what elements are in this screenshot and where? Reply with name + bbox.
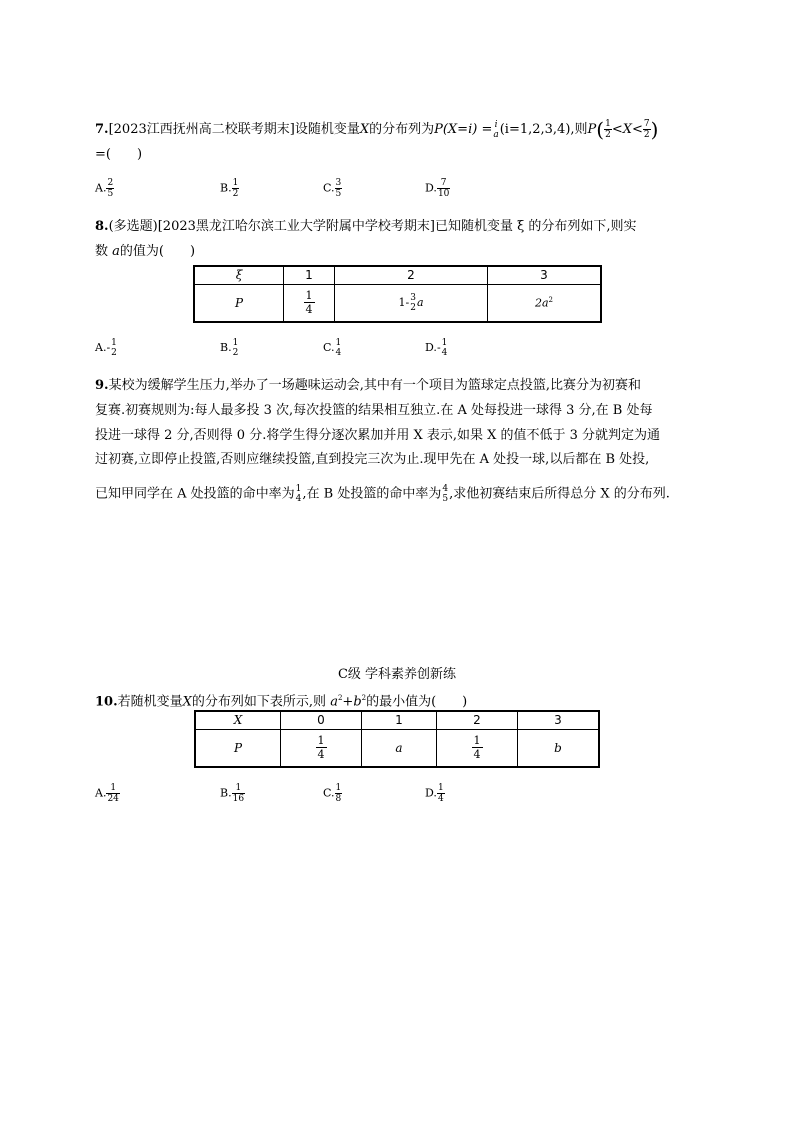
q10-cell-2: $\frac{1}{4}$: [437, 729, 518, 767]
q10-cell-3: b: [518, 729, 600, 767]
q8-option-c[interactable]: C. 1 4: [323, 338, 342, 358]
q7-prob-frac1: $\frac{1}{2}$: [605, 119, 611, 140]
q9-line4: 过初赛,立即停止投篮,否则应继续投篮,直到投完三次为止.现甲先在 A 处投一球,以后都在 B 处投,: [95, 452, 650, 467]
q8-option-d[interactable]: D.- 1 4: [425, 338, 448, 358]
q10-cell-1: a: [362, 729, 437, 767]
q7-prob-frac2: $\frac{7}{2}$: [643, 119, 650, 140]
q10-option-a[interactable]: A. $\frac{1}{24}$: [95, 783, 119, 804]
q10-table-prob-row: [195, 729, 599, 767]
q8-stem-text: (多选题)[2023黑龙江哈尔滨工业大学附属中学校考期末]已知随机变量 ξ 的分布列如下,则实: [108, 219, 637, 234]
q7-var: X: [359, 122, 370, 137]
q7-stem-line1: 7.[2023江西抚州高二校联考期末]设随机变量X的分布列为P(X=i) = i a (i=1,2,3,4),则P( $\frac{1}{2}$ <X< $\frac{7}{2}$ ): [95, 117, 659, 142]
q9-line3: 投进一球得 2 分,否则得 0 分.将学生得分逐次累加并用 X 表示,如果 X 的值不低于 3 分就判定为通: [95, 428, 661, 443]
q7-source: [2023江西抚州高二校联考期末]: [108, 122, 295, 137]
q7-number: 7.: [95, 122, 109, 137]
q8-header-xi: ξ: [194, 266, 284, 284]
q10-header-2: 2: [437, 711, 518, 729]
q8-row-label: P: [194, 284, 284, 322]
q10-cell-0: $\frac{1}{4}$: [281, 729, 362, 767]
q8-option-b[interactable]: B. 1 2: [220, 338, 239, 358]
q8-number: 8.: [95, 219, 109, 234]
q8-cell-3: $2a^2$: [488, 284, 602, 322]
q10-option-d[interactable]: D. $\frac{1}{4}$: [425, 783, 444, 804]
q7-option-c[interactable]: C. $\frac{3}{5}$: [323, 178, 342, 199]
q7-formula-domain: (i=1,2,3,4),则: [499, 122, 588, 137]
q10-header-0: 0: [281, 711, 362, 729]
q9-line2: 复赛.初赛规则为:每人最多投 3 次,每次投篮的结果相互独立.在 A 处每投进一球得 3 分,在 B 处每: [95, 403, 653, 418]
q8-table-prob-row: [194, 284, 601, 322]
q8-table-header-row: [194, 266, 601, 284]
q10-header-3: 3: [518, 711, 600, 729]
q7-option-d[interactable]: D. $\frac{7}{10}$: [425, 178, 450, 199]
q10-row-label: P: [195, 729, 281, 767]
q9-line1: [95, 378, 641, 394]
q8-option-a[interactable]: A.- 1 2: [95, 338, 117, 358]
q7-option-b[interactable]: B. $\frac{1}{2}$: [220, 178, 239, 199]
q10-distribution-table: [194, 710, 600, 768]
q8-cell-2: 1- 3 2 a: [335, 284, 488, 322]
q8-stem-line2: 数 a的值为( ): [95, 244, 196, 259]
q10-header-x: X: [195, 711, 281, 729]
q8-cell-1: $\frac{1}{4}$: [284, 284, 335, 322]
q8-header-2: 2: [335, 266, 488, 284]
q7-prob-p: P: [587, 122, 597, 137]
section-c-heading: C级 学科素养创新练: [337, 667, 457, 682]
q7-stem-a: 设随机变量: [294, 122, 360, 137]
q9-number: 9.: [95, 378, 109, 393]
q7-formula-frac: i a: [493, 119, 499, 140]
q9-line1-text: 某校为缓解学生压力,举办了一场趣味运动会,其中有一个项目为篮球定点投篮,比赛分为初赛和: [108, 378, 641, 393]
q8-stem-line1: [95, 219, 637, 235]
q7-formula-lhs: P(X=i) =: [434, 122, 493, 137]
q8-header-1: 1: [284, 266, 335, 284]
q10-header-1: 1: [362, 711, 437, 729]
q8-header-3: 3: [488, 266, 602, 284]
q10-option-b[interactable]: B. $\frac{1}{16}$: [220, 783, 245, 804]
q10-stem: 10.若随机变量X的分布列如下表所示,则 $a^2+b^2$的最小值为( ): [95, 694, 468, 710]
q8-distribution-table: [193, 265, 602, 323]
q10-option-c[interactable]: C. $\frac{1}{8}$: [323, 783, 342, 804]
q7-prob-mid: <X<: [611, 122, 643, 137]
q9-line5: 已知甲同学在 A 处投篮的命中率为 1 4 ,在 B 处投篮的命中率为 4 5 ,求他初赛结束后所得总分 X 的分布列.: [95, 484, 670, 504]
q7-blank: =( ): [95, 147, 143, 162]
q7-stem-b: 的分布列为: [369, 122, 435, 137]
q7-option-a[interactable]: A. $\frac{2}{5}$: [95, 178, 114, 199]
q10-table-header-row: [195, 711, 599, 729]
q10-number: 10.: [95, 694, 118, 710]
